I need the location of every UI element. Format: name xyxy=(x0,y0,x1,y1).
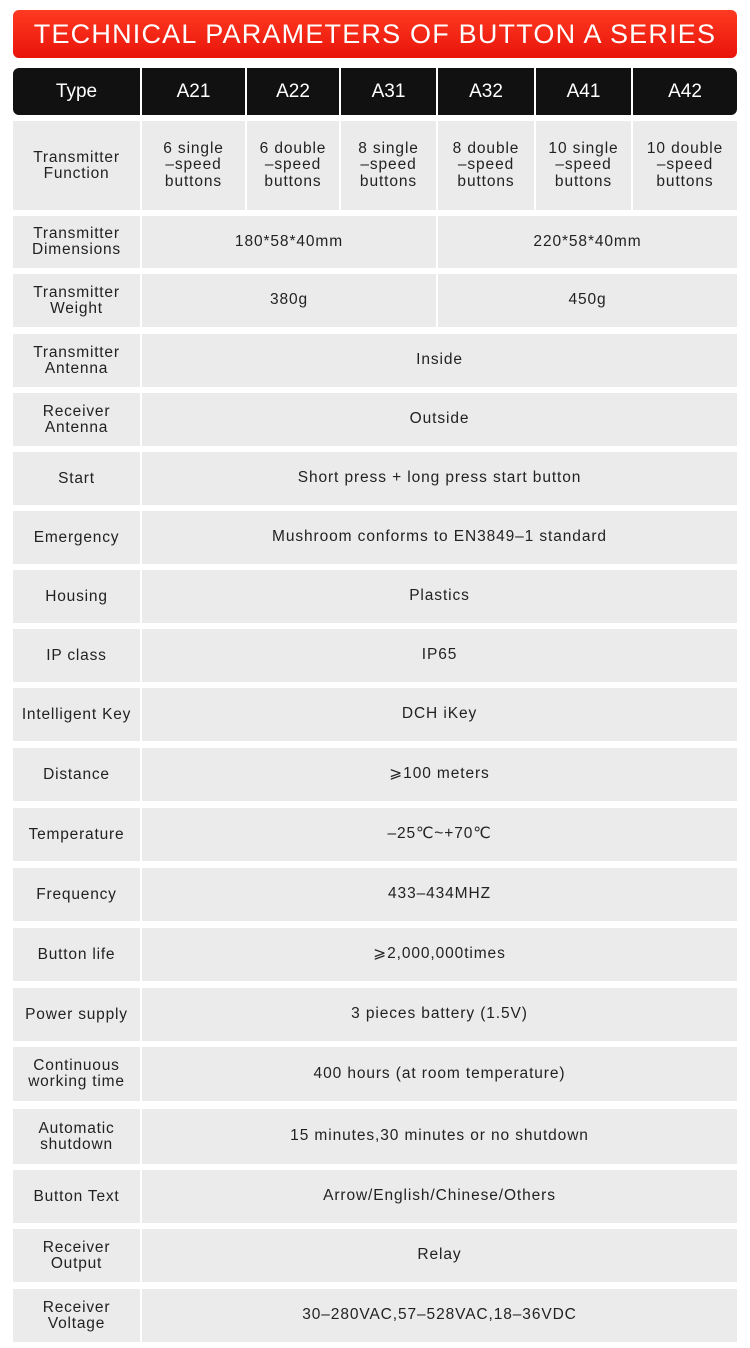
page-title: TECHNICAL PARAMETERS OF BUTTON A SERIES xyxy=(13,10,737,58)
row-label: Housing xyxy=(13,570,140,623)
table-row xyxy=(13,452,737,505)
table-row xyxy=(13,1289,737,1342)
value-cell: 400 hours (at room temperature) xyxy=(142,1047,737,1101)
row-label: Transmitter Weight xyxy=(13,274,140,327)
row-label: Power supply xyxy=(13,988,140,1041)
row-label: Transmitter Antenna xyxy=(13,334,140,387)
table-row xyxy=(13,629,737,682)
model-header-a31: A31 xyxy=(341,68,436,115)
row-label: Frequency xyxy=(13,868,140,921)
row-label: IP class xyxy=(13,629,140,682)
type-header: Type xyxy=(13,68,140,115)
table-row-transmitter-dimensions xyxy=(13,216,737,268)
table-row xyxy=(13,334,737,387)
model-header-a21: A21 xyxy=(142,68,245,115)
table-row xyxy=(13,1229,737,1282)
value-cell: 180*58*40mm xyxy=(142,216,436,268)
model-header-a41: A41 xyxy=(536,68,631,115)
value-cell: 380g xyxy=(142,274,436,327)
table-row xyxy=(13,1047,737,1101)
table-row-transmitter-weight xyxy=(13,274,737,327)
value-cell: –25℃~+70℃ xyxy=(142,808,737,861)
row-label: Temperature xyxy=(13,808,140,861)
value-cell: 433–434MHZ xyxy=(142,868,737,921)
row-label: Continuous working time xyxy=(13,1047,140,1101)
value-cell: 8 double –speed buttons xyxy=(438,121,534,210)
value-cell: Short press + long press start button xyxy=(142,452,737,505)
table-row xyxy=(13,511,737,564)
value-cell: Mushroom conforms to EN3849–1 standard xyxy=(142,511,737,564)
value-cell: 3 pieces battery (1.5V) xyxy=(142,988,737,1041)
row-label: Receiver Antenna xyxy=(13,393,140,446)
value-cell: Relay xyxy=(142,1229,737,1282)
table-row xyxy=(13,748,737,801)
row-label: Transmitter Dimensions xyxy=(13,216,140,268)
model-header-a42: A42 xyxy=(633,68,737,115)
model-header-a22: A22 xyxy=(247,68,339,115)
table-row xyxy=(13,928,737,981)
value-cell: 6 double –speed buttons xyxy=(247,121,339,210)
value-cell: Inside xyxy=(142,334,737,387)
value-cell: ⩾2,000,000times xyxy=(142,928,737,981)
row-label: Intelligent Key xyxy=(13,688,140,741)
value-cell: 6 single –speed buttons xyxy=(142,121,245,210)
value-cell: Outside xyxy=(142,393,737,446)
row-label: Distance xyxy=(13,748,140,801)
row-label: Transmitter Function xyxy=(13,121,140,210)
table-row xyxy=(13,868,737,921)
table-row xyxy=(13,570,737,623)
table-row xyxy=(13,393,737,446)
table-row xyxy=(13,1109,737,1164)
value-cell: 450g xyxy=(438,274,737,327)
table-row-transmitter-function xyxy=(13,121,737,210)
value-cell: 15 minutes,30 minutes or no shutdown xyxy=(142,1109,737,1164)
value-cell: Arrow/English/Chinese/Others xyxy=(142,1170,737,1223)
table-row xyxy=(13,988,737,1041)
value-cell: ⩾100 meters xyxy=(142,748,737,801)
value-cell: 8 single –speed buttons xyxy=(341,121,436,210)
row-label: Button life xyxy=(13,928,140,981)
row-label: Receiver Voltage xyxy=(13,1289,140,1342)
value-cell: Plastics xyxy=(142,570,737,623)
value-cell: 30–280VAC,57–528VAC,18–36VDC xyxy=(142,1289,737,1342)
value-cell: 10 double –speed buttons xyxy=(633,121,737,210)
table-row xyxy=(13,808,737,861)
value-cell: 10 single –speed buttons xyxy=(536,121,631,210)
value-cell: DCH iKey xyxy=(142,688,737,741)
row-label: Emergency xyxy=(13,511,140,564)
table-row xyxy=(13,688,737,741)
row-label: Receiver Output xyxy=(13,1229,140,1282)
model-header-a32: A32 xyxy=(438,68,534,115)
value-cell: 220*58*40mm xyxy=(438,216,737,268)
value-cell: IP65 xyxy=(142,629,737,682)
table-row xyxy=(13,1170,737,1223)
table-header xyxy=(13,68,737,115)
row-label: Start xyxy=(13,452,140,505)
row-label: Button Text xyxy=(13,1170,140,1223)
row-label: Automatic shutdown xyxy=(13,1109,140,1164)
